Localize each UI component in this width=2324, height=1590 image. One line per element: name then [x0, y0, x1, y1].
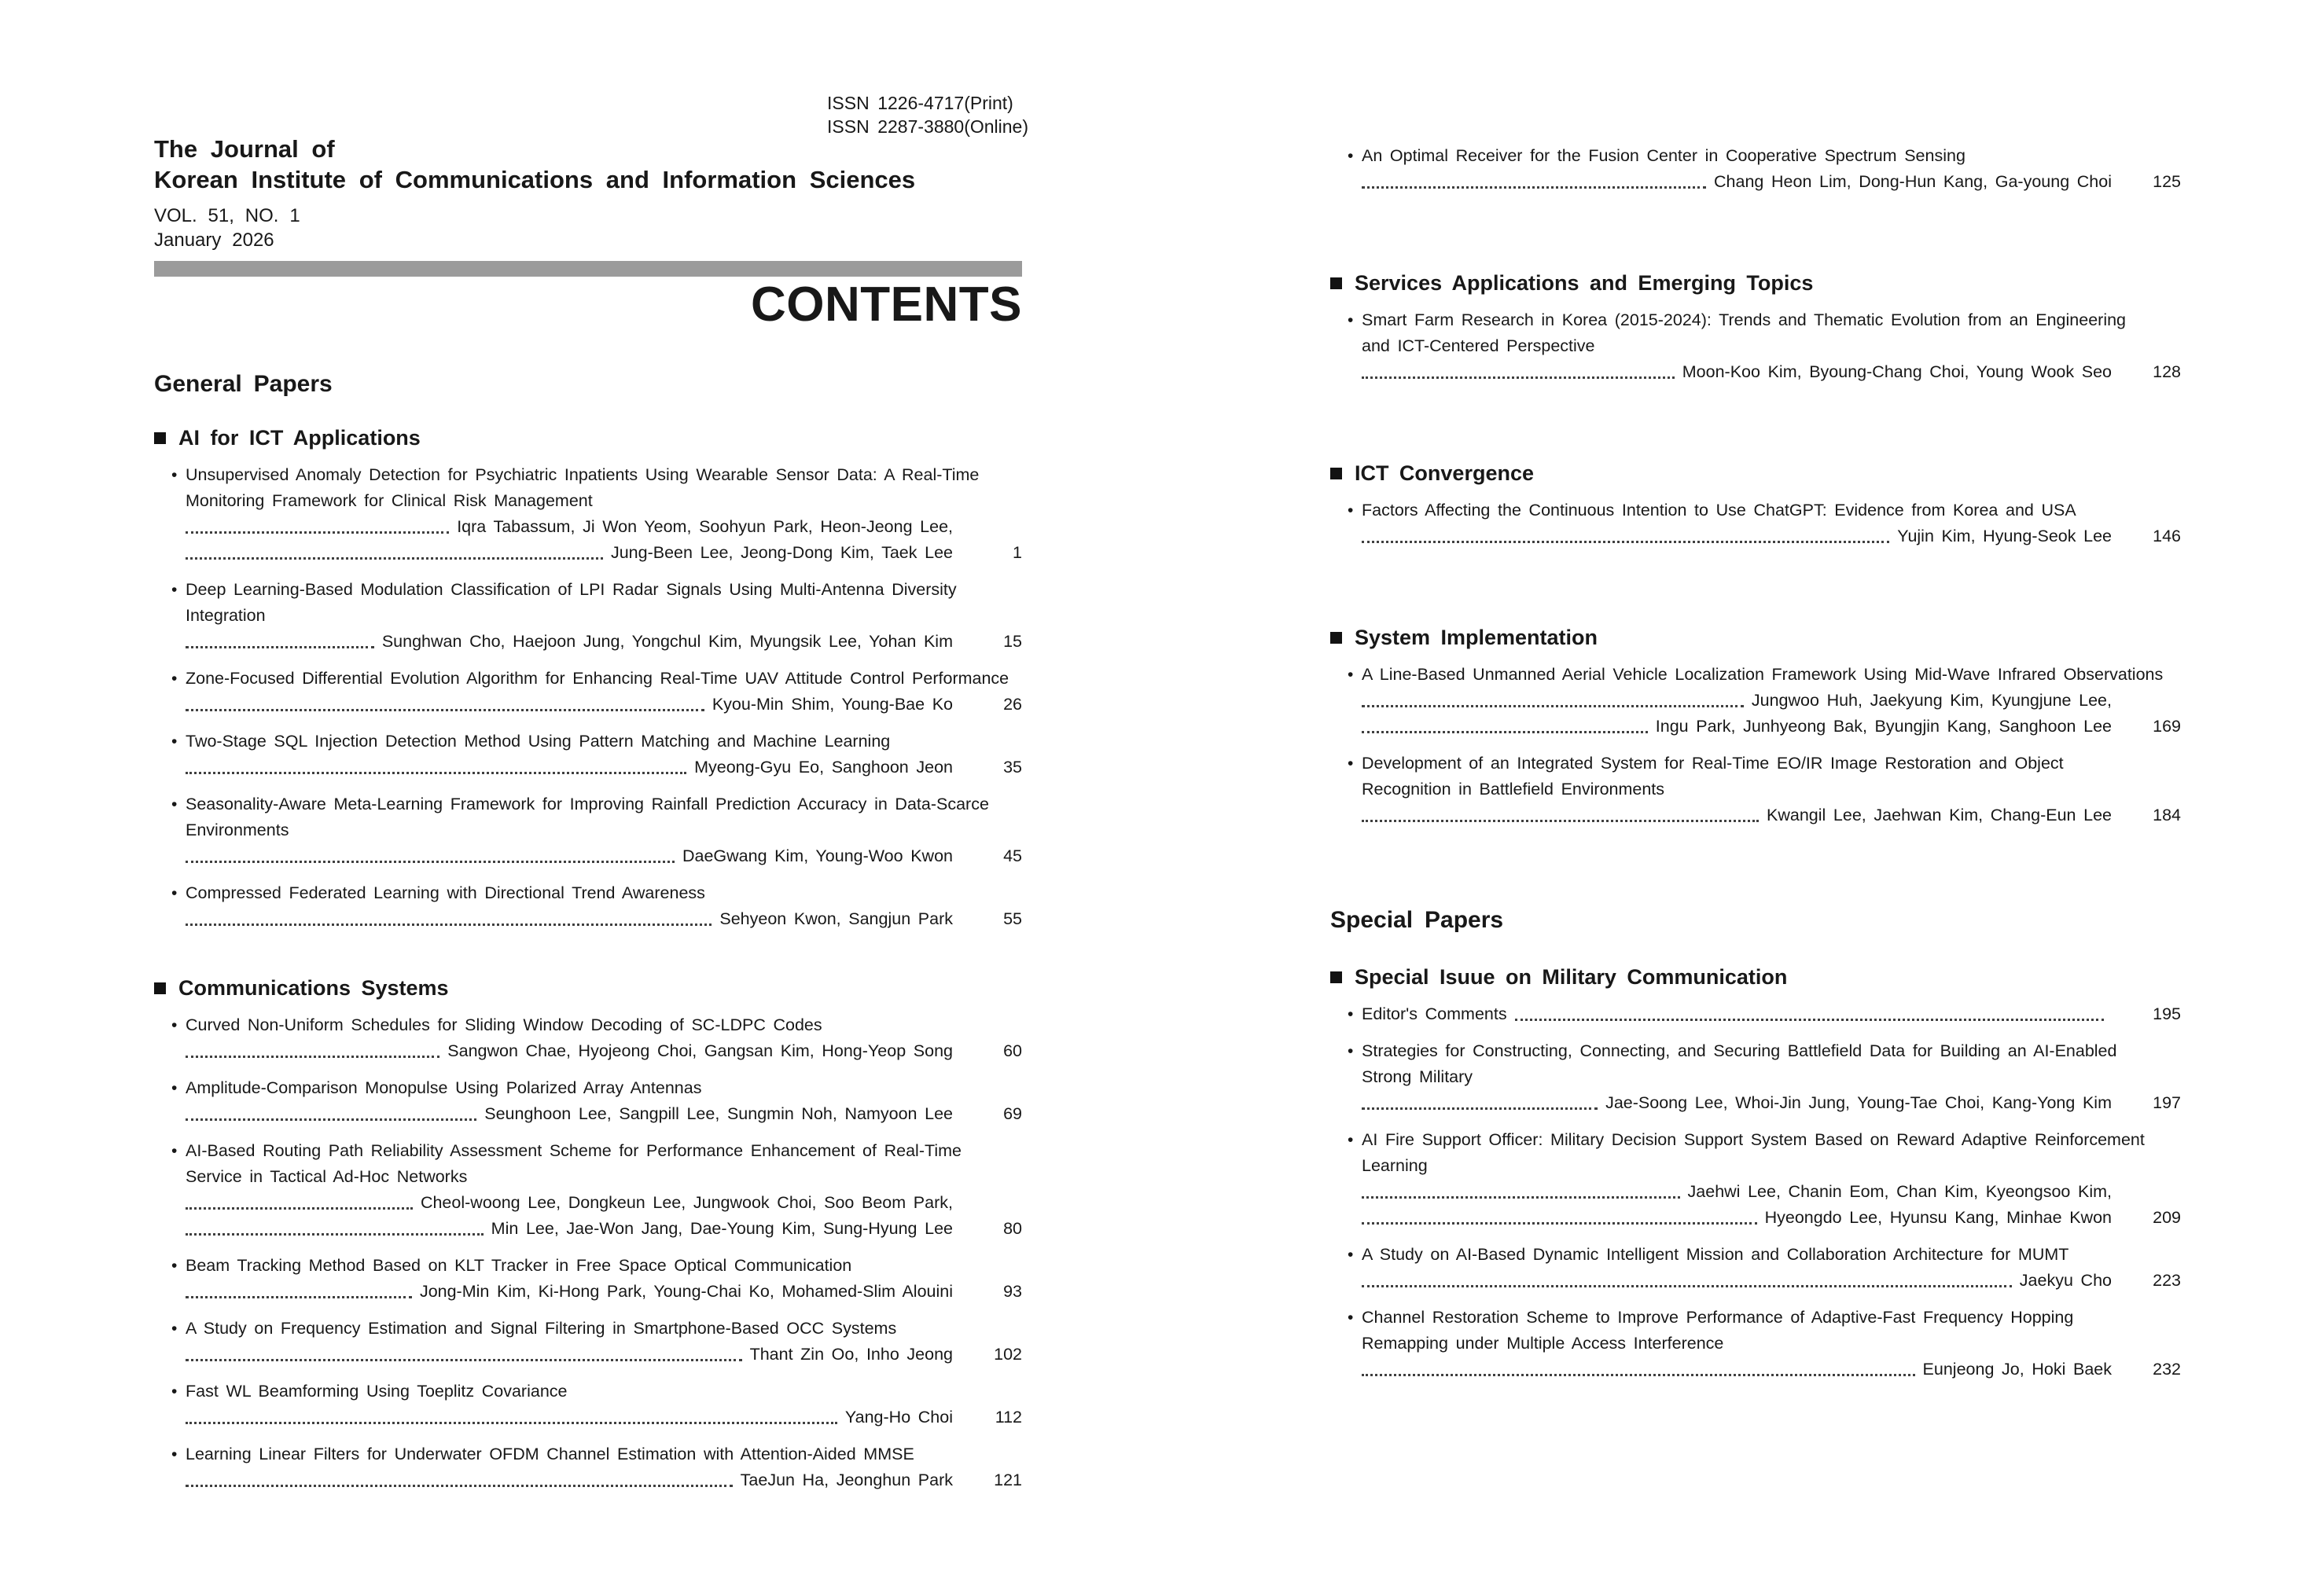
page-number [2112, 1179, 2181, 1205]
toc-entry [1330, 1242, 2181, 1294]
dot-leader [1362, 1090, 1605, 1116]
filled-square-icon [154, 432, 166, 444]
entry-inline-row [1362, 1001, 2181, 1027]
dot-leader [1362, 1179, 1688, 1205]
toc-entry [154, 1253, 1022, 1305]
group-heading: Special Papers [1330, 907, 1504, 933]
bullet-dot-icon: • [1348, 1131, 1354, 1149]
bullet-dot-icon: • [171, 581, 178, 599]
entry-authors: Min Lee, Jae-Won Jang, Dae-Young Kim, Sung-Hyung Lee [491, 1219, 953, 1238]
dot-leader [186, 1190, 421, 1216]
entry-authors: Thant Zin Oo, Inho Jeong [749, 1345, 953, 1364]
contents-title: CONTENTS [751, 277, 1022, 332]
section-label: ICT Convergence [1355, 461, 1534, 485]
entry-author-row [186, 1342, 1022, 1368]
page-number: 15 [1003, 632, 1022, 651]
entry-author-row [1362, 802, 2181, 828]
dot-leader [186, 1405, 845, 1430]
filled-square-icon [1330, 632, 1342, 644]
entry-author-row [1362, 1179, 2181, 1205]
entry-author-row [1362, 359, 2181, 385]
bullet-dot-icon: • [171, 1445, 178, 1463]
entry-title-line: Compressed Federated Learning with Directional Trend Awareness [186, 883, 705, 902]
toc-entry [1330, 751, 2181, 828]
column-right [1330, 132, 2181, 1383]
entry-title-line: Two-Stage SQL Injection Detection Method Using Pattern Matching and Machine Learning [186, 732, 891, 751]
dot-leader [186, 540, 611, 566]
toc-entry [154, 1441, 1022, 1493]
dot-leader [186, 906, 719, 932]
entry-author-row [186, 1467, 1022, 1493]
entry-authors: Eunjeong Jo, Hoki Baek [1922, 1360, 2112, 1379]
entry-author-row [1362, 169, 2181, 195]
entry-title-line: Seasonality-Aware Meta-Learning Framework for Improving Rainfall Prediction Accuracy in Data-Scarce [186, 795, 989, 813]
dot-leader [1362, 802, 1767, 828]
toc-entry [154, 1379, 1022, 1430]
dot-leader [1362, 1357, 1923, 1383]
entry-authors: Iqra Tabassum, Ji Won Yeom, Soohyun Park, Heon-Jeong Lee, [457, 517, 953, 536]
section-header [154, 424, 1022, 451]
bullet-dot-icon: • [171, 466, 178, 484]
entry-author-row [1362, 1090, 2181, 1116]
page-number: 55 [1003, 909, 1022, 928]
page-number: 112 [995, 1408, 1022, 1427]
toc-entry [154, 729, 1022, 780]
entry-author-row [1362, 1205, 2181, 1231]
entry-title-line: Smart Farm Research in Korea (2015-2024): Trends and Thematic Evolution from an Engineering [1362, 310, 2127, 329]
entry-author-row [1362, 714, 2181, 740]
entry-author-row [1362, 523, 2181, 549]
toc-section [1330, 624, 2181, 828]
toc-entry [1330, 143, 2181, 195]
dot-leader [186, 755, 694, 780]
bullet-dot-icon: • [171, 1320, 178, 1338]
entry-authors: Cheol-woong Lee, Dongkeun Lee, Jungwook Choi, Soo Beom Park, [420, 1193, 953, 1212]
dot-leader [186, 629, 382, 655]
toc-entry [154, 577, 1022, 655]
entry-title-line: An Optimal Receiver for the Fusion Center in Cooperative Spectrum Sensing [1362, 146, 1965, 165]
dot-leader [186, 1342, 750, 1368]
toc-entry [154, 791, 1022, 869]
entry-author-row [186, 514, 1022, 540]
entry-authors: Sehyeon Kwon, Sangjun Park [719, 909, 953, 928]
bullet-dot-icon: • [171, 1142, 178, 1160]
journal-title-line1: The Journal of [154, 135, 335, 163]
dot-leader [1362, 714, 1656, 740]
entry-author-row [186, 1101, 1022, 1127]
section-label: Special Isuue on Military Communication [1355, 965, 1788, 989]
entry-authors: Sangwon Chae, Hyojeong Choi, Gangsan Kim, Hong-Yeop Song [447, 1041, 953, 1060]
section-label: Services Applications and Emerging Topics [1355, 271, 1814, 295]
bullet-dot-icon: • [171, 1257, 178, 1275]
bullet-dot-icon: • [1348, 1246, 1354, 1264]
issn-print: ISSN 1226-4717(Print) [827, 93, 1013, 113]
dot-leader [1362, 359, 1682, 385]
dot-leader [1362, 169, 1714, 195]
entry-authors: Jong-Min Kim, Ki-Hong Park, Young-Chai Ko, Mohamed-Slim Alouini [419, 1282, 953, 1301]
issn-online: ISSN 2287-3880(Online) [827, 116, 1029, 137]
toc-entry [154, 1138, 1022, 1242]
entry-authors: Jae-Soong Lee, Whoi-Jin Jung, Young-Tae Choi, Kang-Yong Kim [1605, 1093, 2112, 1112]
dot-leader [1362, 1205, 1765, 1231]
entry-authors: Moon-Koo Kim, Byoung-Chang Choi, Young Wook Seo [1682, 362, 2112, 381]
entry-title-line: Environments [186, 821, 289, 839]
entry-authors: Sunghwan Cho, Haejoon Jung, Yongchul Kim, Myungsik Lee, Yohan Kim [381, 632, 953, 651]
dot-leader [186, 1038, 447, 1064]
section-header [1330, 270, 2181, 296]
entry-title-line: Unsupervised Anomaly Detection for Psychiatric Inpatients Using Wearable Sensor Data: A Real-Time [186, 465, 980, 484]
entry-title-line: Channel Restoration Scheme to Improve Performance of Adaptive-Fast Frequency Hopping [1362, 1308, 2074, 1327]
page-number [953, 1190, 1022, 1216]
entry-author-row [186, 629, 1022, 655]
entry-title-line: Development of an Integrated System for Real-Time EO/IR Image Restoration and Object [1362, 754, 2064, 773]
page-number [953, 514, 1022, 540]
entry-authors: Yujin Kim, Hyung-Seok Lee [1897, 527, 2112, 545]
entry-title-line: Service in Tactical Ad-Hoc Networks [186, 1167, 468, 1186]
filled-square-icon [1330, 971, 1342, 983]
entry-author-row [186, 906, 1022, 932]
dot-leader [1362, 1268, 2020, 1294]
bullet-dot-icon: • [1348, 1309, 1354, 1327]
toc-section [154, 975, 1022, 1493]
entry-authors: Yang-Ho Choi [844, 1408, 953, 1427]
entry-title: Editor's Comments [1362, 1004, 1507, 1023]
dot-leader [1362, 688, 1752, 714]
entry-author-row [186, 1279, 1022, 1305]
toc-entry [154, 1012, 1022, 1064]
toc-entry [154, 880, 1022, 932]
entry-authors: Kwangil Lee, Jaehwan Kim, Chang-Eun Lee [1767, 806, 2112, 824]
page-number: 45 [1003, 846, 1022, 865]
entry-title-line: AI Fire Support Officer: Military Decision Support System Based on Reward Adaptive Reinforcement [1362, 1130, 2145, 1149]
entry-authors: Ingu Park, Junhyeong Bak, Byungjin Kang, Sanghoon Lee [1655, 717, 2112, 736]
bullet-dot-icon: • [1348, 1042, 1354, 1060]
entry-authors: Myeong-Gyu Eo, Sanghoon Jeon [694, 758, 953, 777]
toc-entry [154, 666, 1022, 718]
page-number: 102 [994, 1345, 1022, 1364]
entry-authors: DaeGwang Kim, Young-Woo Kwon [682, 846, 953, 865]
entry-title-line: Amplitude-Comparison Monopulse Using Polarized Array Antennas [186, 1078, 702, 1097]
bullet-dot-icon: • [171, 1016, 178, 1034]
page-number: 223 [2153, 1271, 2181, 1290]
bullet-dot-icon: • [1348, 147, 1354, 165]
entry-title-line: Monitoring Framework for Clinical Risk Management [186, 491, 593, 510]
bullet-dot-icon: • [1348, 1005, 1354, 1023]
entry-title-line: Remapping under Multiple Access Interference [1362, 1334, 1724, 1353]
entry-list [1330, 307, 2181, 385]
filled-square-icon [1330, 468, 1342, 479]
page-number: 121 [994, 1471, 1022, 1489]
bullet-dot-icon: • [171, 884, 178, 902]
entry-list [1330, 498, 2181, 549]
entry-title-line: A Line-Based Unmanned Aerial Vehicle Localization Framework Using Mid-Wave Infrared Observations [1362, 665, 2164, 684]
entry-list [154, 1012, 1022, 1493]
entry-title-line: Deep Learning-Based Modulation Classification of LPI Radar Signals Using Multi-Antenna Diversity [186, 580, 957, 599]
entry-author-row [186, 843, 1022, 869]
page-number: 80 [1003, 1219, 1022, 1238]
header-divider-bar [154, 261, 1022, 277]
toc-section [154, 424, 1022, 932]
entry-author-row [1362, 1268, 2181, 1294]
page-number: 60 [1003, 1041, 1022, 1060]
entry-title-line: Zone-Focused Differential Evolution Algorithm for Enhancing Real-Time UAV Attitude Control Performance [186, 669, 1009, 688]
entry-authors: Jung-Been Lee, Jeong-Dong Kim, Taek Lee [610, 543, 953, 562]
entry-title-line: Strategies for Constructing, Connecting, and Securing Battlefield Data for Building an AI-Enabled [1362, 1041, 2117, 1060]
filled-square-icon [154, 982, 166, 994]
entry-list [1330, 662, 2181, 828]
page-number: 1 [1013, 543, 1022, 562]
entry-list [154, 462, 1022, 932]
page-number: 169 [2153, 717, 2181, 736]
entry-list [1330, 1001, 2181, 1383]
toc-section [1330, 143, 2181, 195]
filled-square-icon [1330, 277, 1342, 289]
entry-authors: TaeJun Ha, Jeonghun Park [740, 1471, 953, 1489]
bullet-dot-icon: • [1348, 501, 1354, 520]
dot-leader [1507, 1001, 2112, 1027]
toc-entry [154, 1316, 1022, 1368]
bullet-dot-icon: • [1348, 666, 1354, 684]
dot-leader [186, 843, 682, 869]
page-number: 184 [2153, 806, 2181, 824]
entry-title-line: AI-Based Routing Path Reliability Assessment Scheme for Performance Enhancement of Real-Time [186, 1141, 962, 1160]
dot-leader [186, 692, 712, 718]
toc-entry [154, 462, 1022, 566]
entry-authors: Jungwoo Huh, Jaekyung Kim, Kyungjune Lee, [1751, 691, 2112, 710]
toc-entry [1330, 498, 2181, 549]
entry-authors: Kyou-Min Shim, Young-Bae Ko [712, 695, 953, 714]
entry-list [1330, 143, 2181, 195]
entry-author-row [186, 1190, 1022, 1216]
toc-entry [1330, 307, 2181, 385]
section-header [1330, 624, 2181, 651]
entry-title-line: Integration [186, 606, 266, 625]
volume-number: VOL. 51, NO. 1 [154, 205, 300, 226]
page-number: 209 [2153, 1208, 2181, 1227]
group-heading: General Papers [154, 371, 333, 397]
column-left [154, 91, 1029, 1493]
bullet-dot-icon: • [1348, 311, 1354, 329]
entry-title-line: A Study on AI-Based Dynamic Intelligent Mission and Collaboration Architecture for MUMT [1362, 1245, 2069, 1264]
toc-section [1330, 964, 2181, 1383]
bullet-dot-icon: • [171, 670, 178, 688]
section-label: Communications Systems [178, 976, 449, 1000]
page-header [154, 91, 1029, 332]
page-number: 93 [1003, 1282, 1022, 1301]
bullet-dot-icon: • [1348, 755, 1354, 773]
entry-authors: Chang Heon Lim, Dong-Hun Kang, Ga-young Choi [1714, 172, 2112, 191]
page-number: 232 [2153, 1360, 2181, 1379]
page-number: 146 [2153, 527, 2181, 545]
entry-title-line: and ICT-Centered Perspective [1362, 336, 1595, 355]
entry-author-row [186, 1405, 1022, 1430]
page-number: 128 [2153, 362, 2181, 381]
toc-entry [1330, 1305, 2181, 1383]
dot-leader [186, 1101, 484, 1127]
entry-title-line: Learning [1362, 1156, 1428, 1175]
page-number: 35 [1003, 758, 1022, 777]
issn-block [827, 91, 1028, 138]
dot-leader [186, 514, 457, 540]
entry-title-line: Recognition in Battlefield Environments [1362, 780, 1665, 799]
entry-authors: Jaehwi Lee, Chanin Eom, Chan Kim, Kyeongsoo Kim, [1687, 1182, 2112, 1201]
section-header [1330, 460, 2181, 487]
bullet-dot-icon: • [171, 795, 178, 813]
entry-author-row [1362, 688, 2181, 714]
toc-entry [1330, 1127, 2181, 1231]
section-header [154, 975, 1022, 1001]
dot-leader [186, 1216, 491, 1242]
bullet-dot-icon: • [171, 733, 178, 751]
dot-leader [1362, 523, 1897, 549]
section-header [1330, 964, 2181, 990]
page-number: 195 [2153, 1004, 2181, 1023]
toc-section [1330, 270, 2181, 385]
page-number: 197 [2153, 1093, 2181, 1112]
entry-title-line: Curved Non-Uniform Schedules for Sliding Window Decoding of SC-LDPC Codes [186, 1015, 822, 1034]
toc-section [1330, 460, 2181, 549]
entry-title-line: Fast WL Beamforming Using Toeplitz Covariance [186, 1382, 568, 1401]
entry-title-line: A Study on Frequency Estimation and Signal Filtering in Smartphone-Based OCC Systems [186, 1319, 897, 1338]
issue-date: January 2026 [154, 230, 274, 251]
page-number: 69 [1003, 1104, 1022, 1123]
entry-author-row [186, 540, 1022, 566]
entry-authors: Jaekyu Cho [2019, 1271, 2112, 1290]
entry-author-row [1362, 1357, 2181, 1383]
toc-entry [1330, 1038, 2181, 1116]
column-left-body [154, 371, 1022, 1493]
toc-entry [154, 1075, 1022, 1127]
entry-author-row [186, 1216, 1022, 1242]
page-number: 125 [2153, 172, 2181, 191]
bullet-dot-icon: • [171, 1383, 178, 1401]
page-number: 26 [1003, 695, 1022, 714]
entry-title-line: Learning Linear Filters for Underwater OFDM Channel Estimation with Attention-Aided MMSE [186, 1445, 914, 1463]
entry-author-row [186, 692, 1022, 718]
page-number [2112, 688, 2181, 714]
entry-author-row [186, 1038, 1022, 1064]
entry-authors: Seunghoon Lee, Sangpill Lee, Sungmin Noh, Namyoon Lee [484, 1104, 953, 1123]
toc-entry [1330, 662, 2181, 740]
journal-title-line2: Korean Institute of Communications and Information Sciences [154, 166, 916, 193]
dot-leader [186, 1467, 741, 1493]
entry-title-line: Strong Military [1362, 1067, 1473, 1086]
entry-title-line: Factors Affecting the Continuous Intention to Use ChatGPT: Evidence from Korea and USA [1362, 501, 2076, 520]
entry-authors: Hyeongdo Lee, Hyunsu Kang, Minhae Kwon [1764, 1208, 2112, 1227]
toc-entry [1330, 1001, 2181, 1027]
entry-title-line: Beam Tracking Method Based on KLT Tracker in Free Space Optical Communication [186, 1256, 852, 1275]
entry-author-row [186, 755, 1022, 780]
section-label: System Implementation [1355, 626, 1598, 649]
dot-leader [186, 1279, 420, 1305]
section-label: AI for ICT Applications [178, 426, 421, 450]
bullet-dot-icon: • [171, 1079, 178, 1097]
